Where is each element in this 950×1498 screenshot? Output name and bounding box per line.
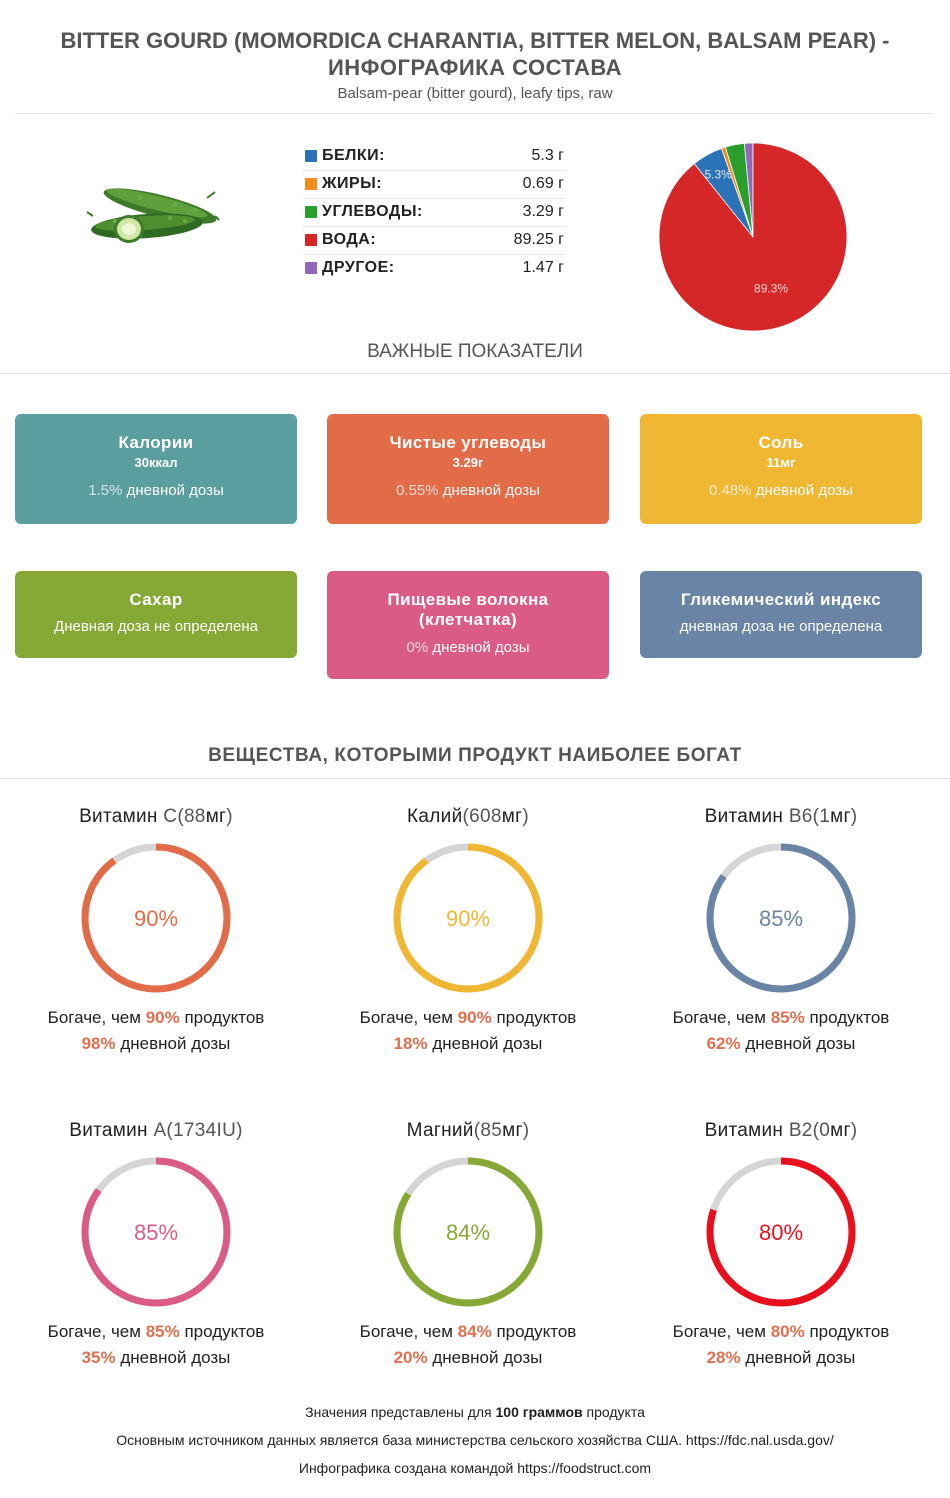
nutrient-item [312,806,624,1054]
footer-source: Основным источником данных является база министерства сельского хозяйства США. https://fdc.nal.usda.gov/ [116,1432,834,1448]
richer-pct: 90% [145,1008,180,1027]
richer-prefix: Богаче, чем [672,1322,766,1341]
card-salt [640,414,922,524]
macro-name: ЖИРЫ: [322,175,383,192]
nutrient-ring-chart [701,1152,861,1312]
card-dose [640,482,922,499]
nutrient-qty: (0 [812,1120,831,1141]
divider [0,373,950,374]
card-dose [15,482,297,499]
nutrient-title [625,1120,937,1142]
card-title-line2: (клетчатка) [418,610,518,629]
card-title: Калории [118,433,194,452]
ring-percent: 90% [133,906,179,931]
card-dose: дневная доза не определена [679,618,883,635]
nutrient-name: Калий [407,806,463,827]
richer-pct: 80% [770,1322,805,1341]
card-title: Сахар [129,590,183,609]
nutrient-item [625,806,937,1054]
nutrient-ring-chart [388,1152,548,1312]
nutrient-name: Витамин [79,806,158,827]
nutrient-subname: C [163,806,178,827]
card-dose [327,482,609,499]
nutrient-daily-line [312,1348,624,1368]
macro-row [303,171,566,199]
card-calories [15,414,297,524]
macro-name: УГЛЕВОДЫ: [322,203,423,220]
nutrient-item [0,806,312,1054]
ring-percent: 90% [445,906,491,931]
nutrient-item [625,1120,937,1368]
nutrient-unit: мг [502,1120,523,1141]
richer-pct: 85% [145,1322,180,1341]
daily-pct: 35% [81,1348,116,1367]
daily-text: дневной дозы [745,1034,856,1053]
rich-nutrients-title: ВЕЩЕСТВА, КОТОРЫМИ ПРОДУКТ НАИБОЛЕЕ БОГАТ [208,745,742,766]
legend-swatch [305,262,317,274]
nutrient-title [312,1120,624,1142]
richer-suffix: продуктов [809,1008,890,1027]
nutrient-subname: B2 [788,1120,813,1141]
nutrient-ring-chart [76,838,236,998]
nutrient-qty: (85 [473,1120,503,1141]
macro-row [303,255,566,282]
footer-note-suffix: продукта [586,1404,645,1420]
nutrient-name: Витамин [704,806,784,827]
macro-value: 3.29 г [522,203,564,220]
nutrient-unit: мг [830,1120,851,1141]
richer-prefix: Богаче, чем [47,1322,141,1341]
card-dose-pct: 0.55% [396,482,439,499]
nutrient-richer-line [0,1008,312,1028]
nutrient-qty: (1734IU [166,1120,237,1141]
nutrient-richer-line [0,1322,312,1342]
page-title-line2: ИНФОГРАФИКА СОСТАВА [327,55,623,80]
nutrient-subname: A [153,1120,167,1141]
richer-pct: 90% [457,1008,492,1027]
macro-name: ВОДА: [322,231,377,248]
card-dose-text: дневной дозы [432,639,530,656]
ring-percent: 84% [445,1220,491,1245]
macro-name: БЕЛКИ: [322,147,385,164]
divider [0,778,950,779]
macro-name: ДРУГОЕ: [322,259,395,276]
ring-percent: 85% [758,906,804,931]
card-dose-text: дневной дозы [755,482,853,499]
nutrient-item [0,1120,312,1368]
nutrient-daily-line [625,1034,937,1054]
nutrient-ring-chart [76,1152,236,1312]
richer-prefix: Богаче, чем [672,1008,766,1027]
footer-note-amount: 100 граммов [495,1404,583,1420]
nutrient-name: Витамин [69,1120,148,1141]
richer-suffix: продуктов [496,1322,577,1341]
card-dose [327,639,609,656]
nutrient-name: Магний [406,1120,474,1141]
card-title: Пищевые волокна [387,590,549,609]
nutrient-ring-chart [388,838,548,998]
nutrient-daily-line [0,1034,312,1054]
card-dose: Дневная доза не определена [54,618,258,635]
daily-text: дневной дозы [745,1348,856,1367]
indicators-title: ВАЖНЫЕ ПОКАЗАТЕЛИ [367,341,583,362]
nutrient-qty-close: ) [236,1120,243,1141]
richer-prefix: Богаче, чем [359,1008,453,1027]
macro-row [303,199,566,227]
daily-text: дневной дозы [120,1348,231,1367]
card-title: Соль [758,433,804,452]
richer-suffix: продуктов [496,1008,577,1027]
richer-pct: 85% [770,1008,805,1027]
pie-label: 89.3% [754,281,789,296]
nutrient-qty-close: ) [522,1120,530,1141]
macro-value: 89.25 г [513,231,564,248]
card-dose-pct: 0% [406,639,429,656]
nutrient-title [625,806,937,828]
daily-pct: 20% [393,1348,428,1367]
pie-slice-вода [659,143,847,331]
richer-suffix: продуктов [809,1322,890,1341]
nutrient-qty: (1 [812,806,831,827]
macro-pie-chart [655,140,851,334]
nutrient-unit: мг [830,806,851,827]
page-subtitle: Balsam-pear (bitter gourd), leafy tips, raw [337,85,613,102]
bitter-gourd-image [85,176,220,256]
daily-pct: 18% [393,1034,428,1053]
daily-pct: 62% [706,1034,741,1053]
card-dose-pct: 0.48% [709,482,752,499]
nutrient-qty: (608 [462,806,502,827]
nutrient-name: Витамин [704,1120,784,1141]
nutrient-title [312,806,624,828]
nutrient-richer-line [625,1008,937,1028]
daily-text: дневной дозы [432,1034,543,1053]
richer-pct: 84% [457,1322,492,1341]
legend-swatch [305,234,317,246]
card-value: 11мг [766,455,796,470]
richer-prefix: Богаче, чем [47,1008,141,1027]
legend-swatch [305,206,317,218]
daily-text: дневной дозы [432,1348,543,1367]
card-value: 30ккал [134,455,178,470]
nutrient-subname: B6 [788,806,813,827]
macro-value: 0.69 г [522,175,564,192]
ring-percent: 80% [758,1220,804,1245]
card-dose-text: дневной дозы [442,482,540,499]
macro-row [303,227,566,255]
daily-text: дневной дозы [120,1034,231,1053]
legend-swatch [305,178,317,190]
card-fiber [327,571,609,679]
nutrient-daily-line [312,1034,624,1054]
richer-prefix: Богаче, чем [359,1322,453,1341]
legend-swatch [305,150,317,162]
card-glycemic-index [640,571,922,658]
nutrient-unit: мг [205,806,227,827]
nutrient-daily-line [0,1348,312,1368]
card-sugar [15,571,297,658]
card-title: Гликемический индекс [680,590,882,609]
nutrient-qty-close: ) [850,1120,858,1141]
daily-pct: 28% [706,1348,741,1367]
daily-pct: 98% [81,1034,116,1053]
macro-value: 5.3 г [531,147,564,164]
nutrient-item [312,1120,624,1368]
nutrient-daily-line [625,1348,937,1368]
macro-row [303,143,566,171]
nutrient-richer-line [625,1322,937,1342]
nutrient-richer-line [312,1322,624,1342]
macro-value: 1.47 г [522,259,564,276]
footer-credit: Инфографика создана командой https://foodstruct.com [298,1460,652,1476]
nutrient-unit: мг [501,806,523,827]
footer-note-prefix: Значения представлены для [305,1404,492,1420]
card-dose-pct: 1.5% [88,482,123,499]
nutrient-qty-close: ) [226,806,233,827]
richer-suffix: продуктов [184,1322,265,1341]
card-dose-text: дневной дозы [126,482,224,499]
nutrient-title [0,1120,312,1142]
card-value: 3.29г [452,455,484,470]
card-title: Чистые углеводы [389,433,547,452]
nutrient-title [0,806,312,828]
nutrient-qty: (88 [177,806,206,827]
macro-table [303,143,566,282]
nutrient-ring-chart [701,838,861,998]
nutrient-qty-close: ) [522,806,529,827]
nutrient-richer-line [312,1008,624,1028]
page-title: BITTER GOURD (MOMORDICA CHARANTIA, BITTER MELON, BALSAM PEAR) - [60,28,890,53]
ring-percent: 85% [133,1220,179,1245]
richer-suffix: продуктов [184,1008,265,1027]
card-net-carbs [327,414,609,524]
nutrient-qty-close: ) [850,806,858,827]
pie-label: 5.3% [704,167,732,182]
divider [15,113,933,114]
footer-note [0,1404,950,1420]
